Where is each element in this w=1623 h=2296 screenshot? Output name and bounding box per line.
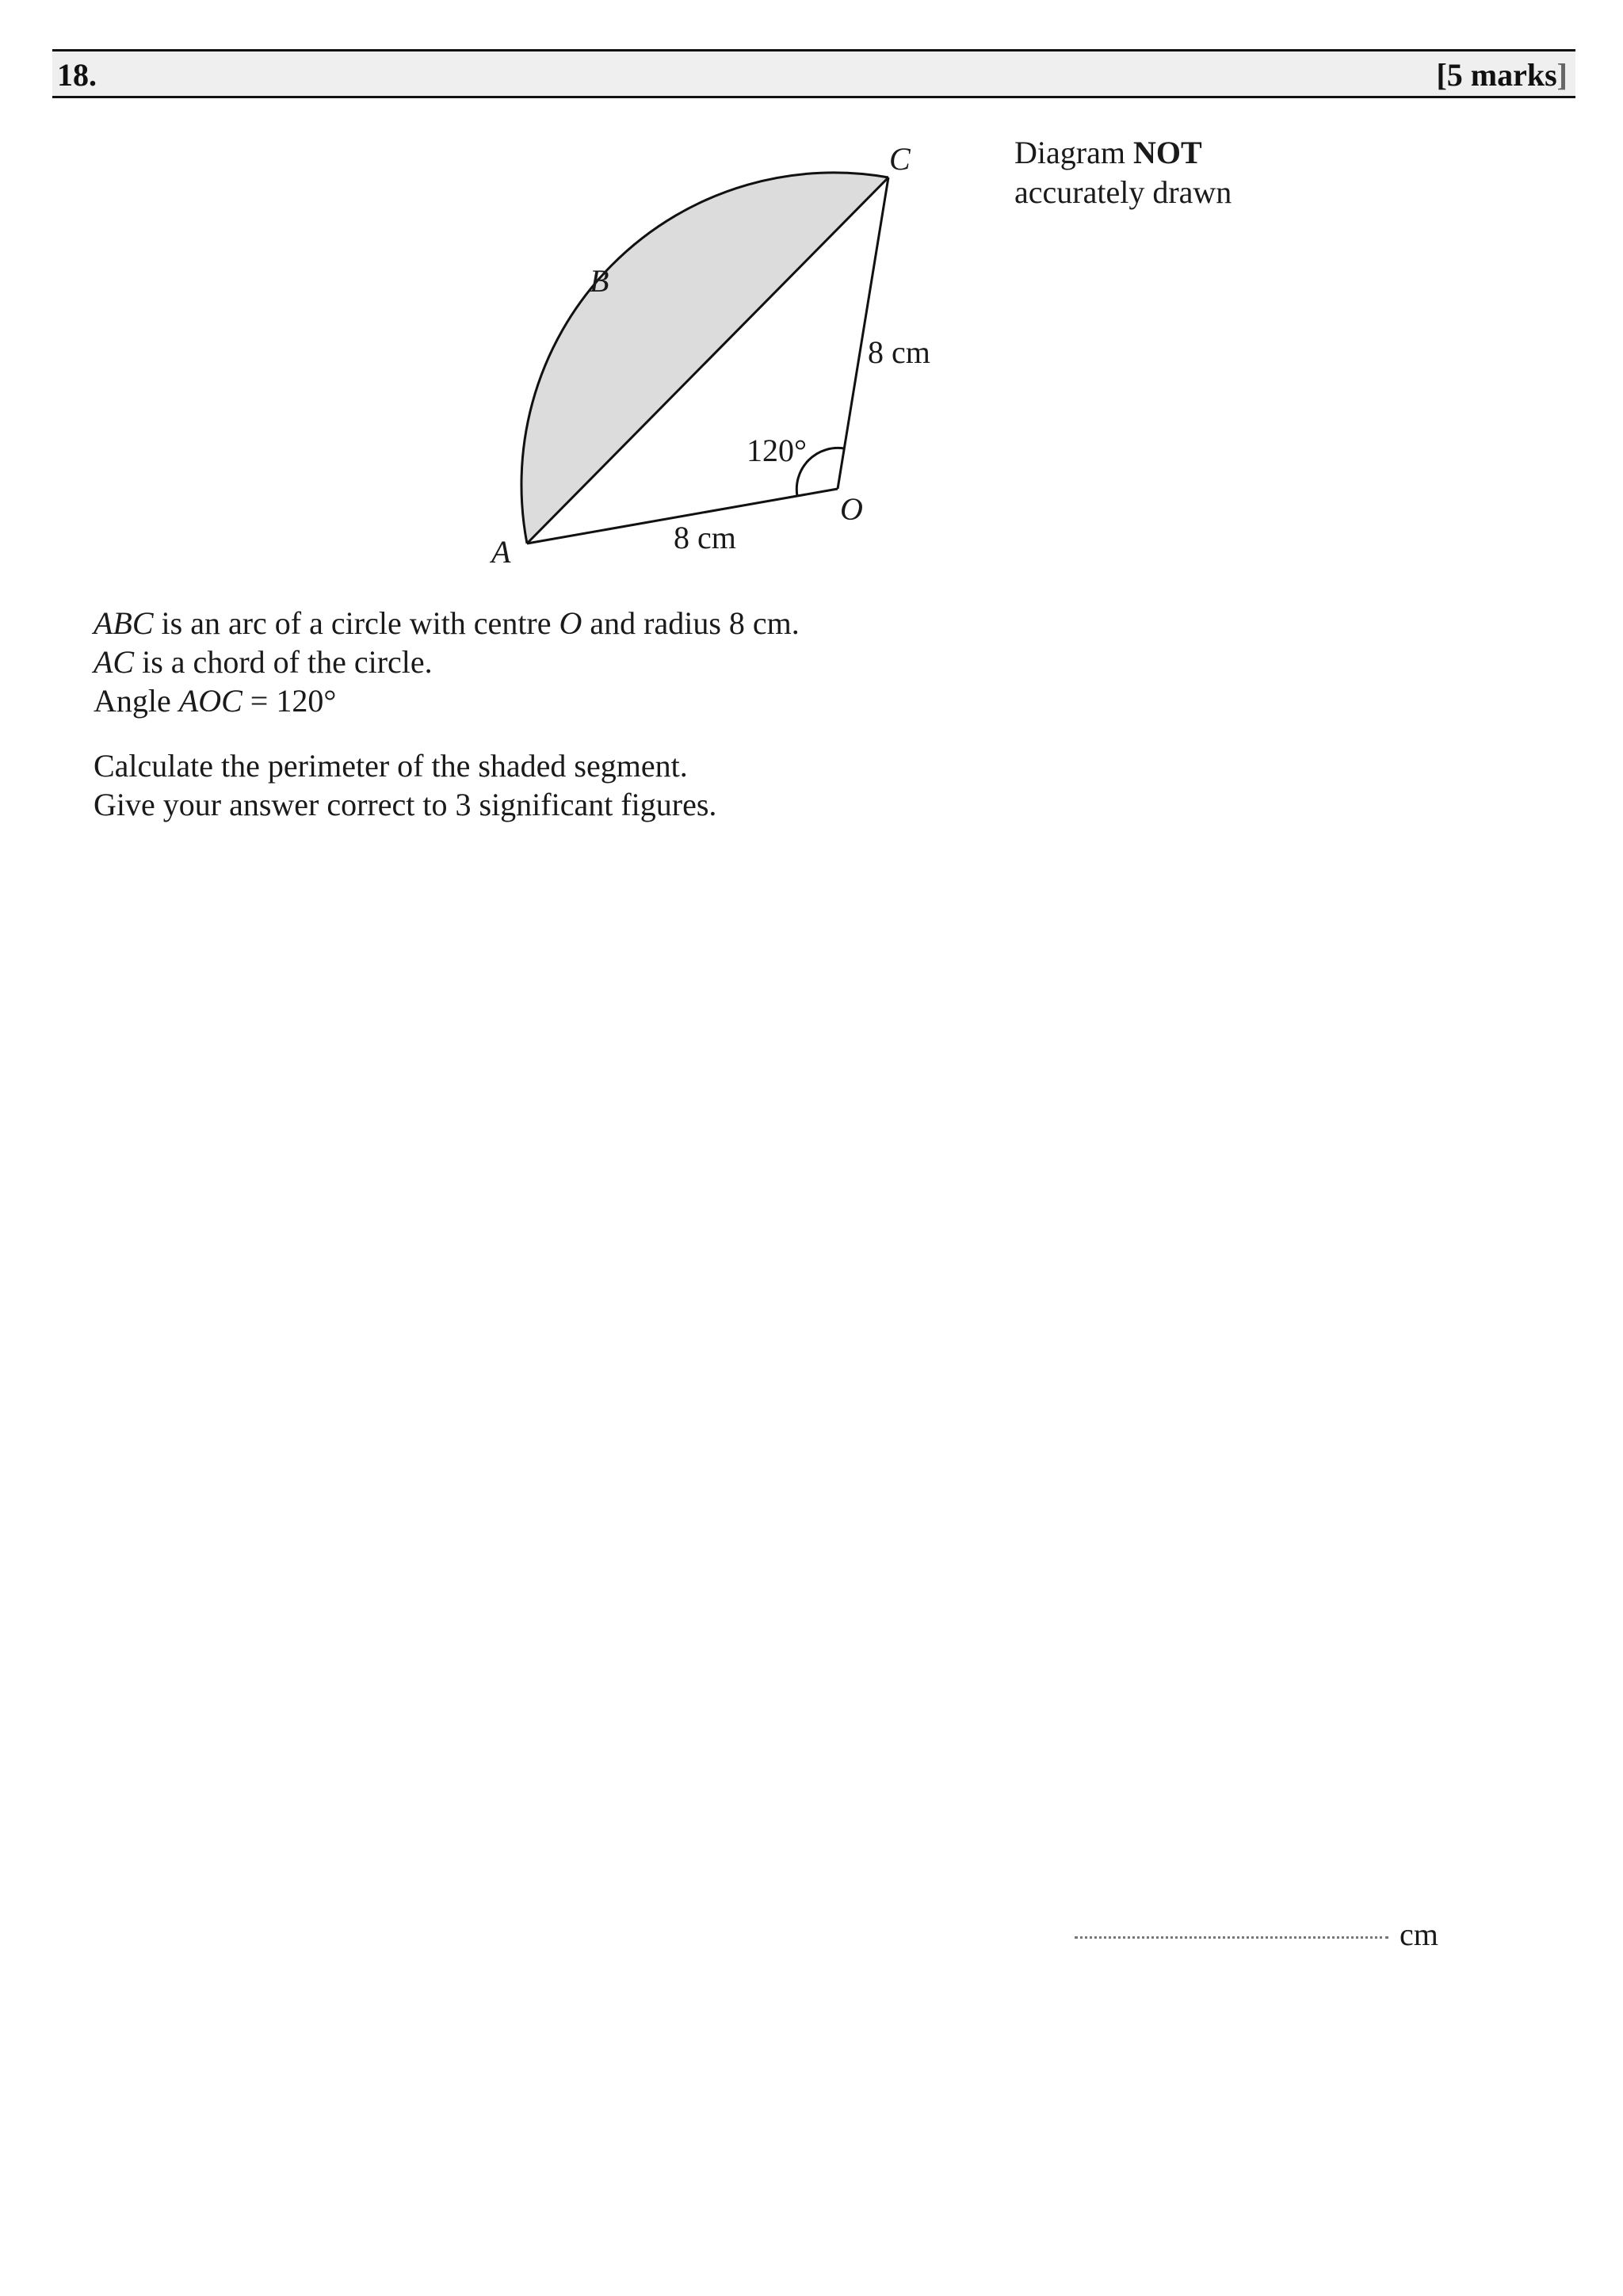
label-oc-length: 8 cm <box>868 334 930 370</box>
note-prefix: Diagram <box>1014 135 1133 170</box>
answer-unit: cm <box>1400 1917 1438 1952</box>
sector-diagram <box>0 0 1623 602</box>
statement-1-end: and radius 8 cm. <box>582 605 800 641</box>
statement-1-abc: ABC <box>94 605 154 641</box>
radius-oc <box>838 177 888 489</box>
label-oa-length: 8 cm <box>674 520 736 555</box>
question-number: 18. <box>57 57 97 93</box>
instruction-1: Calculate the perimeter of the shaded segment. <box>94 748 688 784</box>
statement-3-end: = 120° <box>242 683 337 719</box>
label-a: A <box>491 534 511 570</box>
statement-2 <box>94 643 800 681</box>
label-c: C <box>889 141 911 177</box>
statement-2-end: is a chord of the circle. <box>134 644 433 680</box>
label-b: B <box>590 263 609 299</box>
question-instructions <box>94 746 716 824</box>
note-not: NOT <box>1132 135 1202 170</box>
note-line-1 <box>1014 133 1232 173</box>
note-line-2: accurately drawn <box>1014 174 1232 210</box>
label-o: O <box>840 491 863 527</box>
question-statements <box>94 604 800 720</box>
instruction-2: Give your answer correct to 3 significant figures. <box>94 787 717 822</box>
marks-text: [5 marks <box>1436 57 1557 93</box>
marks-bracket-close: ] <box>1556 57 1568 93</box>
shaded-segment <box>521 173 888 543</box>
statement-3-start: Angle <box>94 683 179 719</box>
answer-line[interactable] <box>1075 1936 1388 1939</box>
label-angle: 120° <box>747 433 807 468</box>
statement-3 <box>94 681 800 720</box>
statement-3-aoc: AOC <box>178 683 242 719</box>
diagram-note <box>1014 133 1232 212</box>
statement-2-ac: AC <box>94 644 135 680</box>
statement-1-mid: is an arc of a circle with centre <box>153 605 559 641</box>
statement-1 <box>94 604 800 643</box>
statement-1-o: O <box>559 605 582 641</box>
